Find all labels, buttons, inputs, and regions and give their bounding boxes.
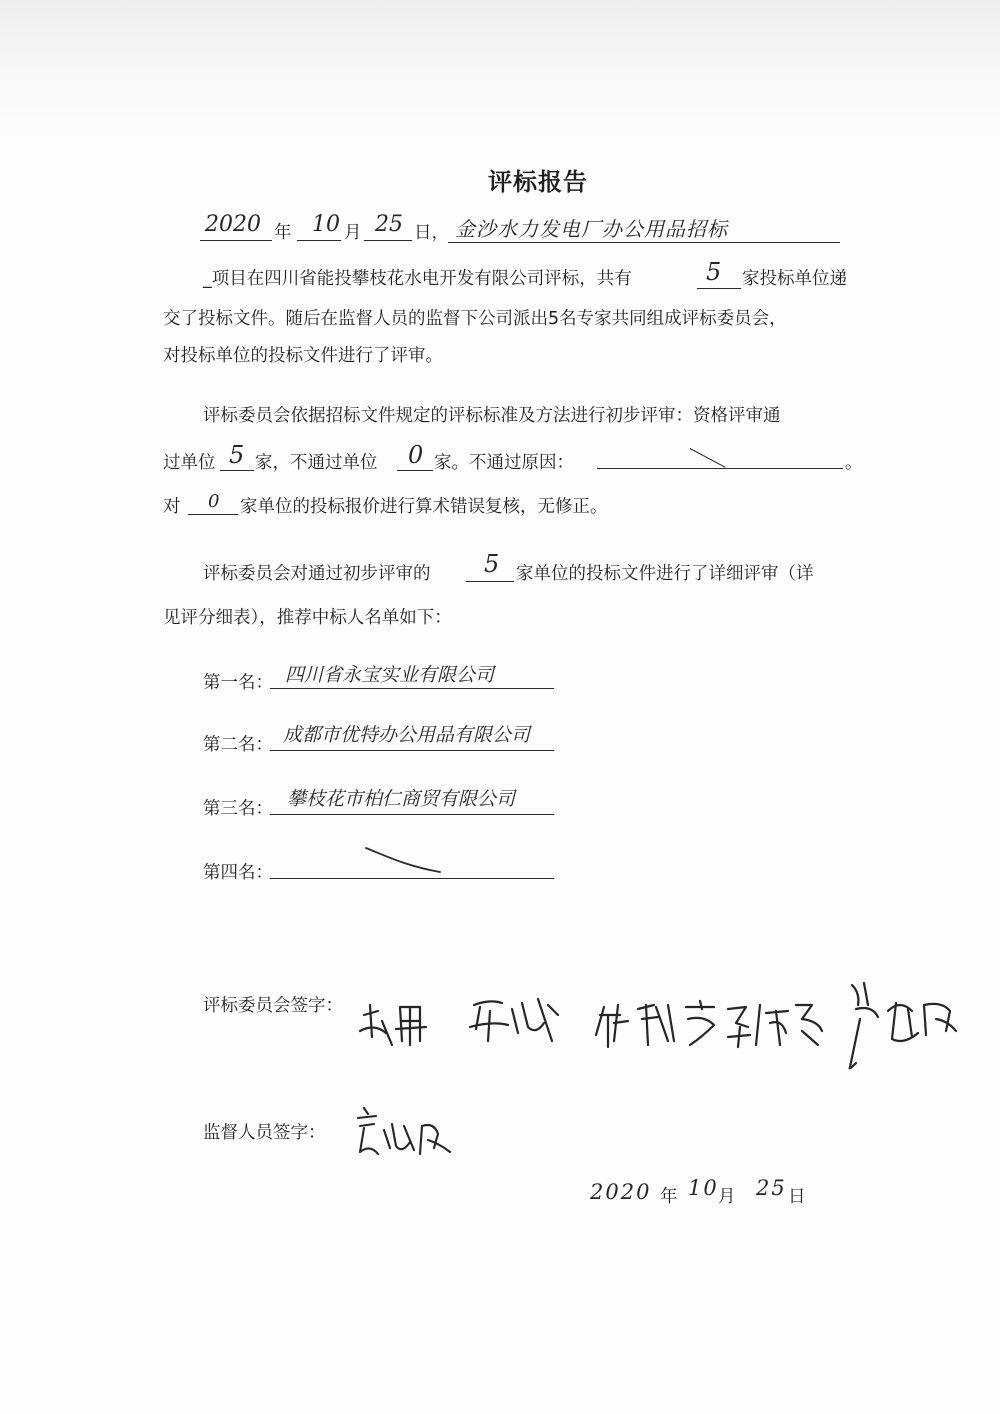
header-month: 10	[312, 212, 340, 237]
para1-bidder-count: 5	[706, 258, 722, 286]
para1-line1-after: 家投标单位递	[742, 269, 847, 289]
footer-day: 25	[756, 1176, 787, 1200]
para2-pass-prefix: 过单位	[163, 453, 216, 473]
header-year: 2020	[205, 212, 261, 237]
para3-detail-underline	[466, 581, 514, 582]
rank-1-underline	[270, 688, 554, 689]
header-month-suffix: 月	[344, 223, 362, 243]
footer-day-suffix: 日	[788, 1187, 806, 1207]
header-day: 25	[375, 212, 403, 237]
footer-month-suffix: 月	[718, 1187, 736, 1207]
committee-signatures	[352, 975, 972, 1075]
rank-3-label: 第三名：	[203, 799, 273, 819]
para2-pass-suffix: 家，不通过单位	[255, 453, 378, 473]
rank-2-underline	[270, 750, 554, 751]
footer-year-suffix: 年	[660, 1187, 678, 1207]
supervisor-signature-label: 监督人员签字：	[203, 1123, 326, 1143]
rank-1-value: 四川省永宝实业有限公司	[285, 664, 495, 686]
para2-fail-suffix: 家。不通过原因：	[434, 453, 574, 473]
para2-line3-suffix: 家单位的投标报价进行算术错误复核，无修正。	[240, 497, 608, 517]
para2-reason-underline	[597, 468, 843, 469]
para2-fail-count: 0	[408, 441, 424, 469]
scan-shadow	[0, 0, 1000, 140]
para2-line3-prefix: 对	[163, 497, 181, 517]
rank-3-underline	[270, 814, 554, 815]
para2-reason-dash-mark	[690, 448, 726, 468]
header-year-underline	[200, 240, 272, 241]
para1-line3: 对投标单位的投标文件进行了评审。	[163, 346, 443, 366]
header-day-suffix: 日，	[414, 223, 449, 243]
rank-4-label: 第四名：	[203, 863, 273, 883]
header-project-underline	[448, 242, 840, 243]
para1-line1-before: _项目在四川省能投攀枝花水电开发有限公司评标，共有	[203, 269, 632, 289]
rank-2-label: 第二名：	[203, 735, 273, 755]
supervisor-signature	[330, 1100, 460, 1160]
rank-4-dash-mark	[362, 842, 452, 878]
para2-review-count: 0	[208, 491, 220, 512]
rank-2-value: 成都市优特办公用品有限公司	[283, 724, 531, 746]
para3-line2: 见评分细表），推荐中标人名单如下：	[163, 608, 452, 628]
para2-period: 。	[845, 453, 863, 473]
committee-signature-label: 评标委员会签字：	[203, 996, 343, 1016]
rank-4-underline	[270, 878, 554, 879]
footer-month: 10	[688, 1176, 719, 1200]
header-month-underline	[297, 240, 341, 241]
para2-review-underline	[188, 514, 238, 515]
para1-bidder-underline	[697, 288, 741, 289]
para2-pass-underline	[220, 470, 254, 471]
header-day-underline	[364, 240, 412, 241]
rank-3-value: 攀枝花市柏仁商贸有限公司	[287, 788, 516, 810]
footer-year: 2020	[590, 1180, 652, 1204]
para3-line1-after: 家单位的投标文件进行了详细评审（详	[516, 564, 814, 584]
rank-1-label: 第一名：	[203, 673, 273, 693]
para2-pass-count: 5	[229, 441, 245, 469]
header-year-suffix: 年	[274, 223, 292, 243]
para3-line1-before: 评标委员会对通过初步评审的	[203, 564, 431, 584]
header-project-name: 金沙水力发电厂办公用品招标	[455, 217, 728, 241]
document-title: 评标报告	[488, 168, 588, 196]
para2-fail-underline	[397, 470, 433, 471]
para3-detail-count: 5	[484, 550, 500, 578]
para2-line1: 评标委员会依据招标文件规定的评标标准及方法进行初步评审：资格评审通	[203, 406, 781, 426]
para1-line2: 交了投标文件。随后在监督人员的监督下公司派出5名专家共同组成评标委员会，	[163, 309, 787, 329]
